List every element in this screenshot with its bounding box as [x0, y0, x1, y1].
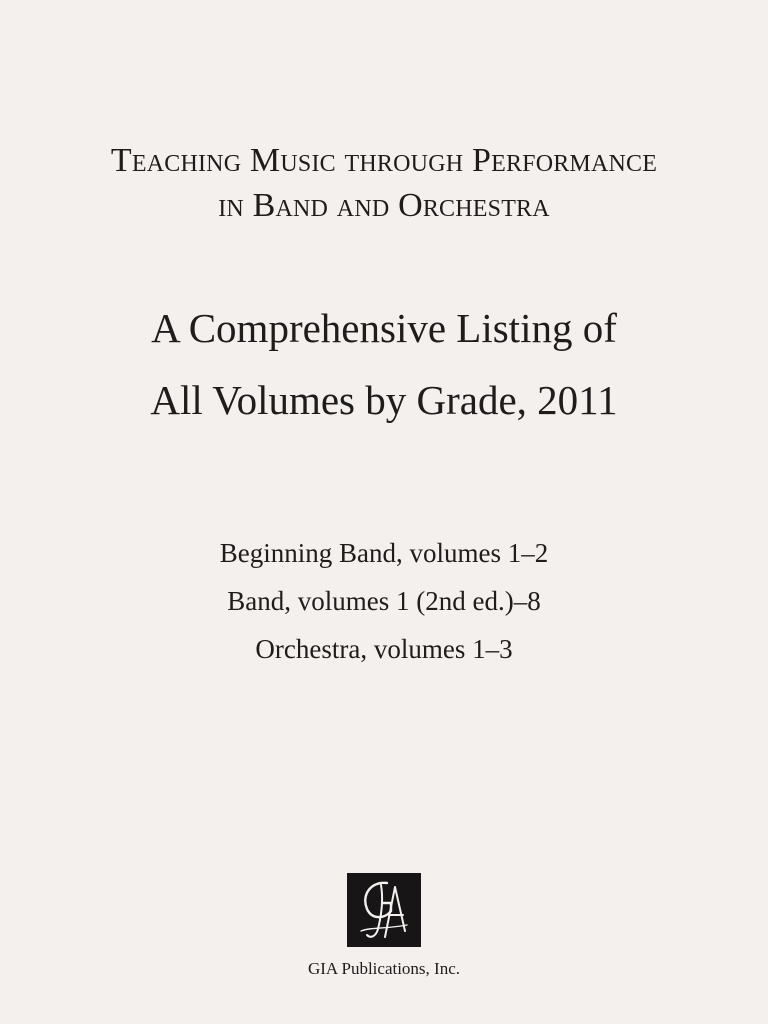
- gia-monogram-icon: [347, 873, 421, 947]
- main-title-line-1: A Comprehensive Listing of: [151, 305, 617, 351]
- volume-line-orchestra: Orchestra, volumes 1–3: [255, 634, 513, 664]
- series-title-line-1: Teaching Music through Performance: [110, 142, 658, 179]
- publisher-name: GIA Publications, Inc.: [307, 959, 461, 978]
- volume-line-band: Band, volumes 1 (2nd ed.)–8: [227, 586, 541, 616]
- main-title-line-2: All Volumes by Grade, 2011: [150, 377, 618, 423]
- volume-line-beginning-band: Beginning Band, volumes 1–2: [219, 538, 549, 568]
- series-title-line-2: in Band and Orchestra: [218, 187, 550, 224]
